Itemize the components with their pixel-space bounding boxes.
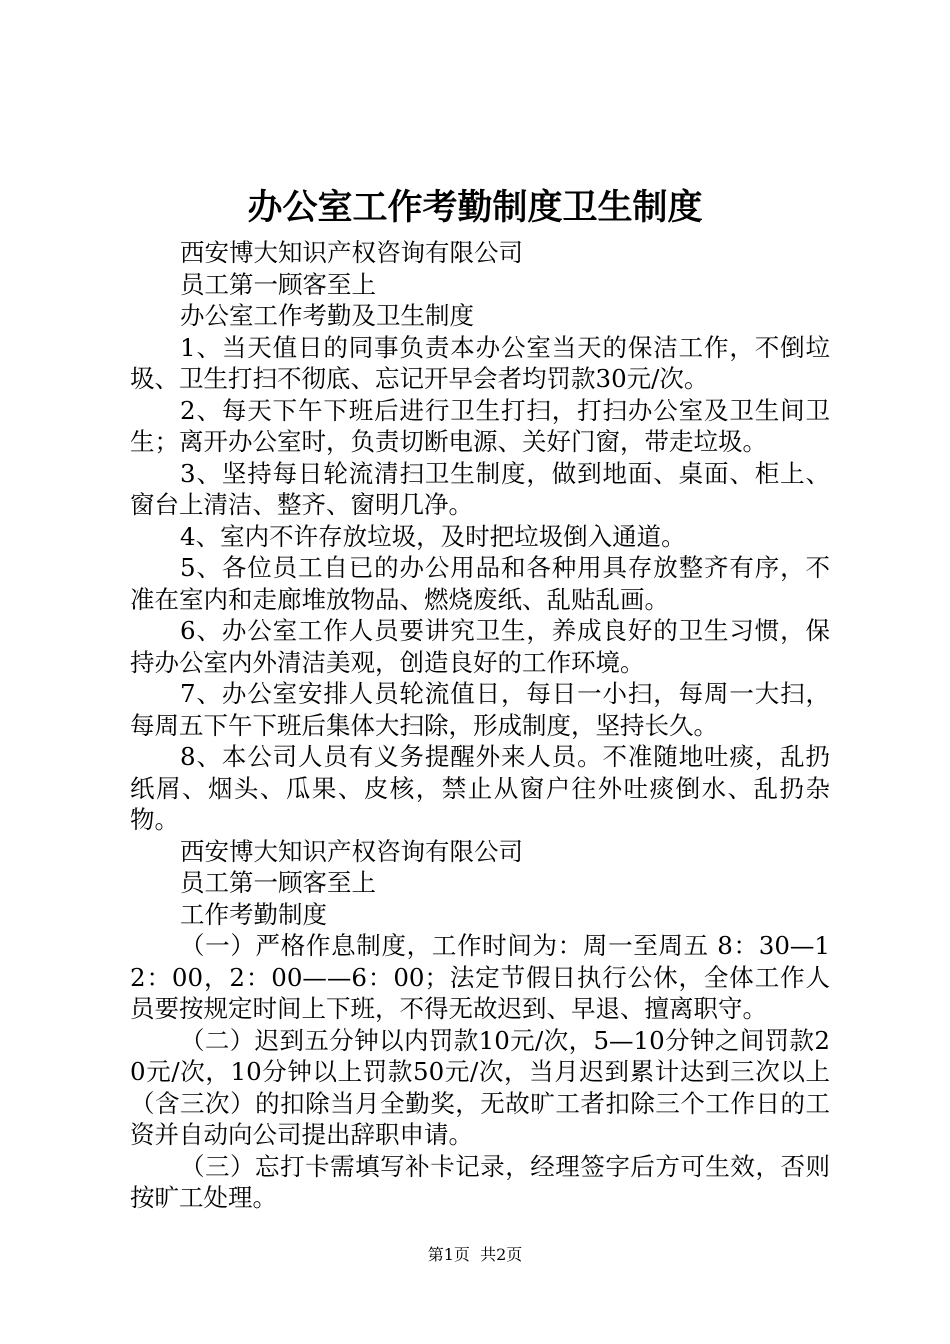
rule-paragraph: 1、当天值日的同事负责本办公室当天的保洁工作，不倒垃圾、卫生打扫不彻底、忘记开早会者均罚款30元/次。	[130, 332, 830, 393]
page-number: 第1页	[427, 1245, 470, 1264]
rule-paragraph: 5、各位员工自已的办公用品和各种用具存放整齐有序，不准在室内和走廊堆放物品、燃烧废纸、乱贴乱画。	[130, 553, 830, 614]
motto-line: 员工第一顾客至上	[180, 269, 376, 299]
motto-line: 员工第一顾客至上	[180, 868, 376, 897]
rule-paragraph: 3、坚持每日轮流清扫卫生制度，做到地面、桌面、柜上、窗台上清洁、整齐、窗明几净。	[130, 458, 830, 519]
rule-paragraph: 6、办公室工作人员要讲究卫生，养成良好的卫生习惯，保持办公室内外清洁美观，创造良好的工作环境。	[130, 616, 830, 677]
attendance-rule-paragraph: （二）迟到五分钟以内罚款10元/次，5—10分钟之间罚款20元/次，10分钟以上罚款50元/次，当月迟到累计达到三次以上（含三次）的扣除当月全勤奖，无故旷工者扣除三个工作日的工资并自动向公司提出辞职申请。	[130, 1025, 830, 1149]
attendance-rule-paragraph: （三）忘打卡需填写补卡记录，经理签字后方可生效，否则按旷工处理。	[130, 1151, 830, 1212]
section-heading-hygiene: 办公室工作考勤及卫生制度	[180, 301, 474, 330]
attendance-rule-paragraph: （一）严格作息制度，工作时间为：周一至周五 8：30—12：00，2：00——6：00；法定节假日执行公休，全体工作人员要按规定时间上下班，不得无故迟到、早退、擅离职守。	[130, 931, 830, 1023]
company-name-line: 西安博大知识产权咨询有限公司	[180, 238, 523, 267]
section-heading-attendance: 工作考勤制度	[180, 899, 327, 929]
document-body	[130, 237, 830, 1214]
company-name-line: 西安博大知识产权咨询有限公司	[180, 836, 523, 866]
page-footer	[0, 1243, 950, 1267]
rule-paragraph: 7、办公室安排人员轮流值日，每日一小扫，每周一大扫，每周五下午下班后集体大扫除，形成制度，坚持长久。	[130, 679, 830, 740]
document-title: 办公室工作考勤制度卫生制度	[247, 187, 703, 228]
rule-paragraph: 2、每天下午下班后进行卫生打扫，打扫办公室及卫生间卫生；离开办公室时，负责切断电源、关好门窗，带走垃圾。	[130, 395, 830, 456]
page-total: 共2页	[480, 1245, 523, 1264]
rule-paragraph: 4、室内不许存放垃圾，及时把垃圾倒入通道。	[180, 521, 686, 551]
rule-paragraph: 8、本公司人员有义务提醒外来人员。不准随地吐痰，乱扔纸屑、烟头、瓜果、皮核，禁止从窗户往外吐痰倒水、乱扔杂物。	[130, 742, 830, 834]
